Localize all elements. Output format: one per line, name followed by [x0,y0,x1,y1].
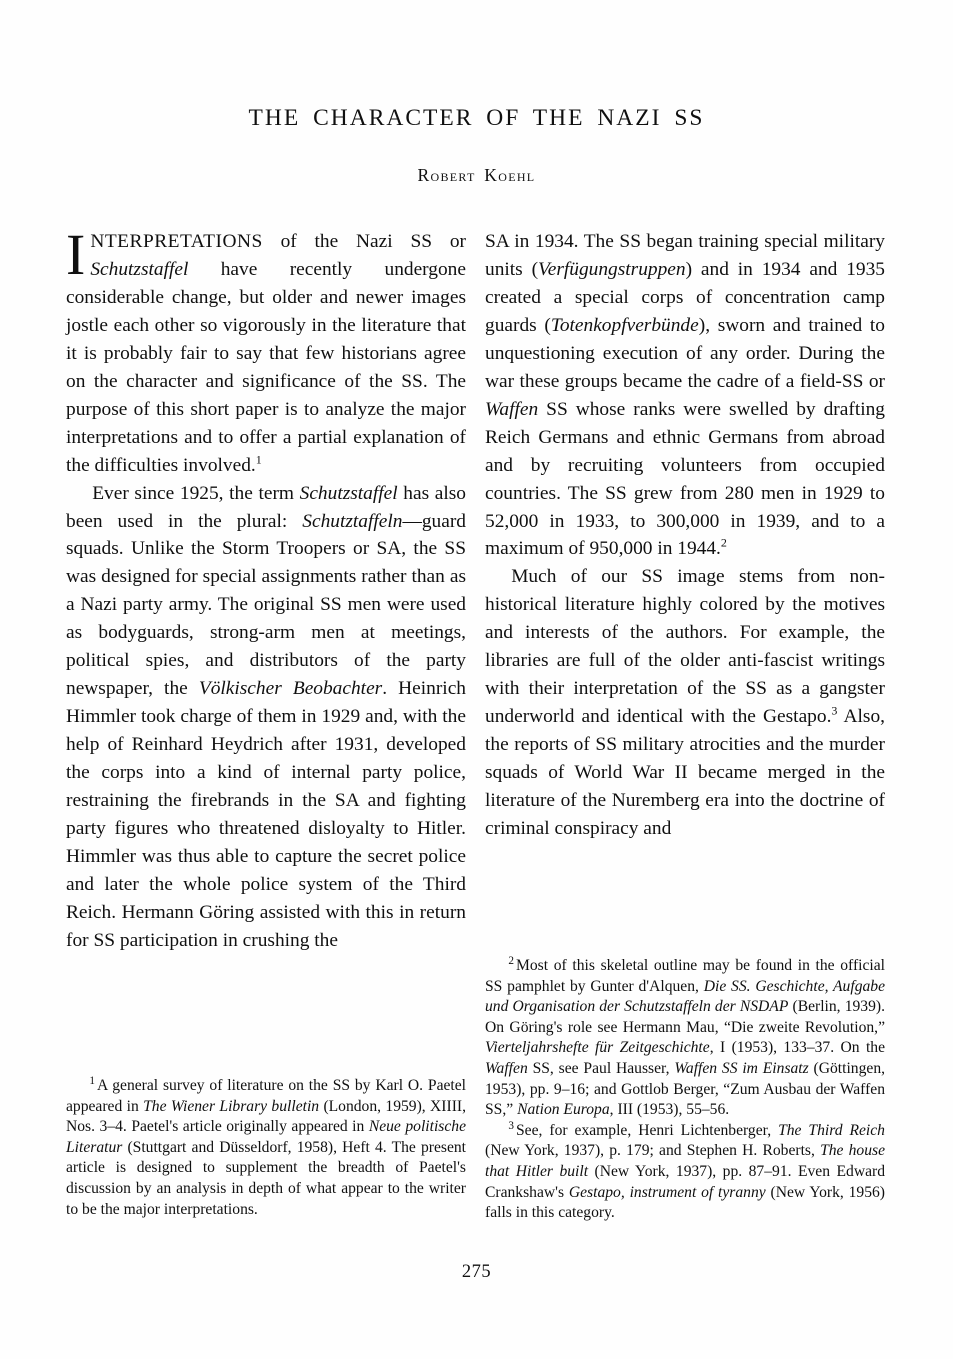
footnote-3 [485,1121,885,1224]
footnote-2-marker: 2 [508,954,514,967]
left-paragraph-2: Ever since 1925, the term Schutzstaffel has also been used in the plural: Schutztaffeln—guard squads. Unlike the Storm Troopers or SA, the SS was designed for special assignments rather than as a Nazi party army. The original SS men were used as bodyguards, strong-arm men at meetings, political spies, and distributors of the party newspaper, the Völkischer Beobachter. Heinrich Himmler took charge of them in 1929 and, with the help of Reinhard Heydrich after 1931, developed the corps into a kind of internal party police, restraining the firebrands in the SA and fighting party figures who threatened disloyalty to Hitler. Himmler was thus able to capture the secret police and later the whole police system of the Third Reich. Hermann Göring assisted with this in return for SS participation in crushing the [66,482,466,951]
two-column-body [66,222,886,1258]
drop-cap: I [66,222,86,287]
left-paragraph-1 [66,222,466,480]
footnote-2 [485,956,885,1121]
page-number: 275 [461,1262,492,1282]
left-footnotes [66,1076,466,1220]
footnote-1-marker: 1 [89,1074,95,1087]
footnote-3-marker: 3 [508,1119,514,1132]
author-byline: Robert Koehl [417,165,536,186]
title-block [0,104,953,186]
paragraph-1-text: of the Nazi SS or Schutzstaffel have recently undergone considerable change, but older and newer images jostle each other so vigorously in the literature that it is probably fair to say that few historians agree on the character and significance of the SS. The purpose of this short paper is to analyze the major interpretations and to offer a partial explanation of the difficulties involved.$^1$ [66,231,466,476]
right-paragraph-1: SA in 1934. The SS began training special military units (Verfügungstruppen) and in 1934 and 1935 created a special corps of concentration camp guards (Totenkopfverbünde), sworn and trained to unquestioning execution of any order. During the war these groups became the cadre of a field-SS or Waffen SS whose ranks were swelled by drafting Reich Germans and ethnic Germans from abroad and by recruiting volunteers from occupied countries. The SS grew from 280 men in 1929 to 52,000 in 1933, to 300,000 in 1939, and to a maximum of 950,000 in 1944.$^2$ [485,231,885,560]
footnote-3-text: See, for example, Henri Lichtenberger, The Third Reich (New York, 1937), p. 179; and Stephen H. Roberts, The house that Hitler built (New York, 1937), pp. 87–91. Even Edward Crankshaw's Gestapo, instrument of tyranny (New York, 1956) falls in this category. [485,1121,886,1222]
small-caps-opening: NTERPRETATIONS [90,231,263,252]
footnote-1-text: A general survey of literature on the SS by Karl O. Paetel appeared in The Wiener Library bulletin (London, 1959), XIIII, Nos. 3–4. Paetel's article originally appeared in Neue politische Literatur (Stuttgart and Düsseldorf, 1958), Heft 4. The present article is designed to supplement the breadth of Paetel's discussion by an analysis in depth of what appear to the writer to be the major interpretations. [66,1077,466,1218]
page-title: THE CHARACTER OF THE NAZI SS [248,105,705,131]
right-paragraph-2: Much of our SS image stems from non-historical literature highly colored by the motives and interests of the authors. For example, the libraries are full of the older anti-fascist writings with their interpretation of the SS as a gangster underworld and identical with the Gestapo.$^3$ Also, the reports of SS military atrocities and the murder squads of World War II became merged in the literature of the Nuremberg era into the doctrine of criminal conspiracy and [485,566,885,840]
right-column [485,228,885,843]
footnote-1 [66,1076,466,1220]
left-column [66,222,466,955]
footnote-2-text: Most of this skeletal outline may be found in the official SS pamphlet by Gunter d'Alquen, Die SS. Geschichte, Aufgabe und Organisation der Schutzstaffeln der NSDAP (Berlin, 1939). On Göring's role see Hermann Mau, “Die zweite Revolution,” Vierteljahrshefte für Zeitgeschichte, I (1953), 133–37. On the Waffen SS, see Paul Hausser, Waffen SS im Einsatz (Göttingen, 1953), pp. 9–16; and Gottlob Berger, “Zum Ausbau der Waffen SS,” Nation Europa, III (1953), 55–56. [485,957,886,1119]
right-footnotes [485,956,885,1224]
